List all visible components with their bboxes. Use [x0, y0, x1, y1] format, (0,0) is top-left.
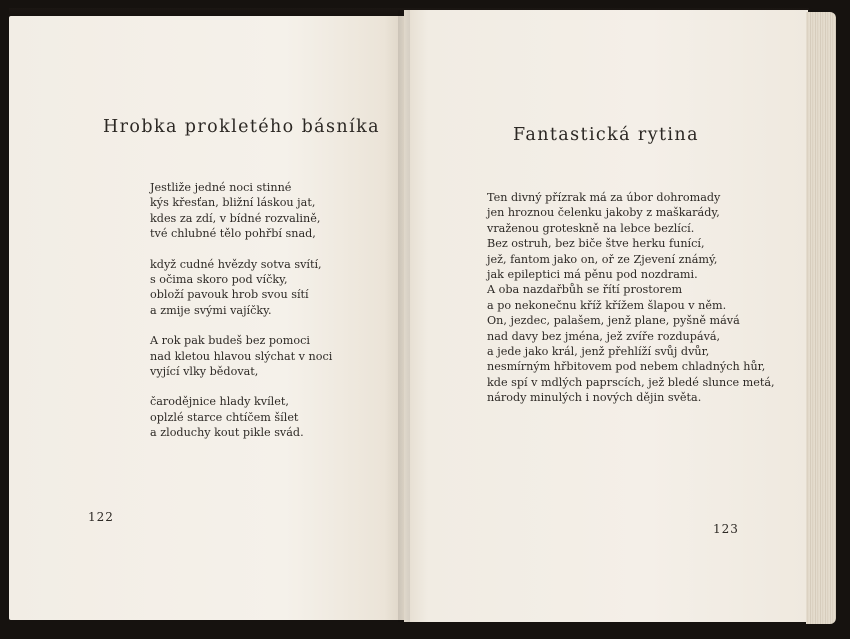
page-edges	[806, 12, 836, 624]
left-page-title: Hrobka prokletého básníka	[103, 117, 380, 137]
poem-line: A rok pak budeš bez pomoci	[150, 334, 310, 348]
poem-line: A oba nazdařbůh se řítí prostorem	[487, 283, 683, 297]
poem-line: a zloduchy kout pikle svád.	[150, 426, 304, 440]
poem-line: když cudné hvězdy sotva svítí,	[150, 257, 322, 271]
poem-line: a zmije svými vajíčky.	[150, 303, 272, 317]
stanza	[150, 333, 332, 379]
poem-line: nesmírným hřbitovem pod nebem chladných hůr,	[487, 360, 766, 374]
poem-line: On, jezdec, palašem, jenž plane, pyšně mává	[487, 314, 740, 328]
poem-line: kýs křesťan, bližní láskou jat,	[150, 196, 316, 210]
poem-line: jak epileptici má pěnu pod nozdrami.	[487, 268, 698, 282]
poem-line: s očima skoro pod víčky,	[150, 273, 288, 287]
book-gutter	[398, 10, 410, 622]
poem-line: a jede jako král, jenž přehlíží svůj dvůr,	[487, 345, 710, 359]
poem-line: vraženou groteskně na lebce bezlící.	[487, 221, 695, 235]
poem-line: jen hroznou čelenku jakoby z maškarády,	[487, 206, 720, 220]
left-page-number: 122	[88, 510, 114, 524]
poem-line: nad davy bez jména, jež zvíře rozdupává,	[487, 329, 721, 343]
poem-line: kde spí v mdlých paprscích, jež bledé slunce metá,	[487, 375, 775, 389]
poem-line: oplzlé starce chtíčem šílet	[150, 410, 299, 424]
poem-line: tvé chlubné tělo pohřbí snad,	[150, 227, 316, 241]
poem-line: a po nekonečnu kříž křížem šlapou v něm.	[487, 298, 727, 312]
left-poem	[150, 180, 332, 456]
poem-line: kdes za zdí, v bídné rozvalině,	[150, 211, 321, 225]
poem-line: Jestliže jedné noci stinné	[150, 181, 292, 194]
poem-line: nad kletou hlavou slýchat v noci	[150, 349, 333, 363]
poem-line: vyjící vlky bědovat,	[150, 365, 259, 379]
poem-line: Bez ostruh, bez biče štve herku funící,	[487, 237, 705, 251]
right-page-number: 123	[713, 522, 739, 536]
stanza	[150, 257, 332, 319]
stanza	[150, 394, 332, 440]
poem-line: Ten divný přízrak má za úbor dohromady	[487, 191, 721, 204]
poem-line: obloží pavouk hrob svou sítí	[150, 288, 309, 302]
stanza	[150, 180, 332, 242]
right-poem	[487, 190, 775, 406]
right-page-title: Fantastická rytina	[513, 125, 699, 145]
poem-line: národy minulých i nových dějin světa.	[487, 391, 702, 405]
poem-line: jež, fantom jako on, oř ze Zjevení známý,	[487, 252, 718, 266]
poem-line: čarodějnice hlady kvílet,	[150, 395, 289, 409]
